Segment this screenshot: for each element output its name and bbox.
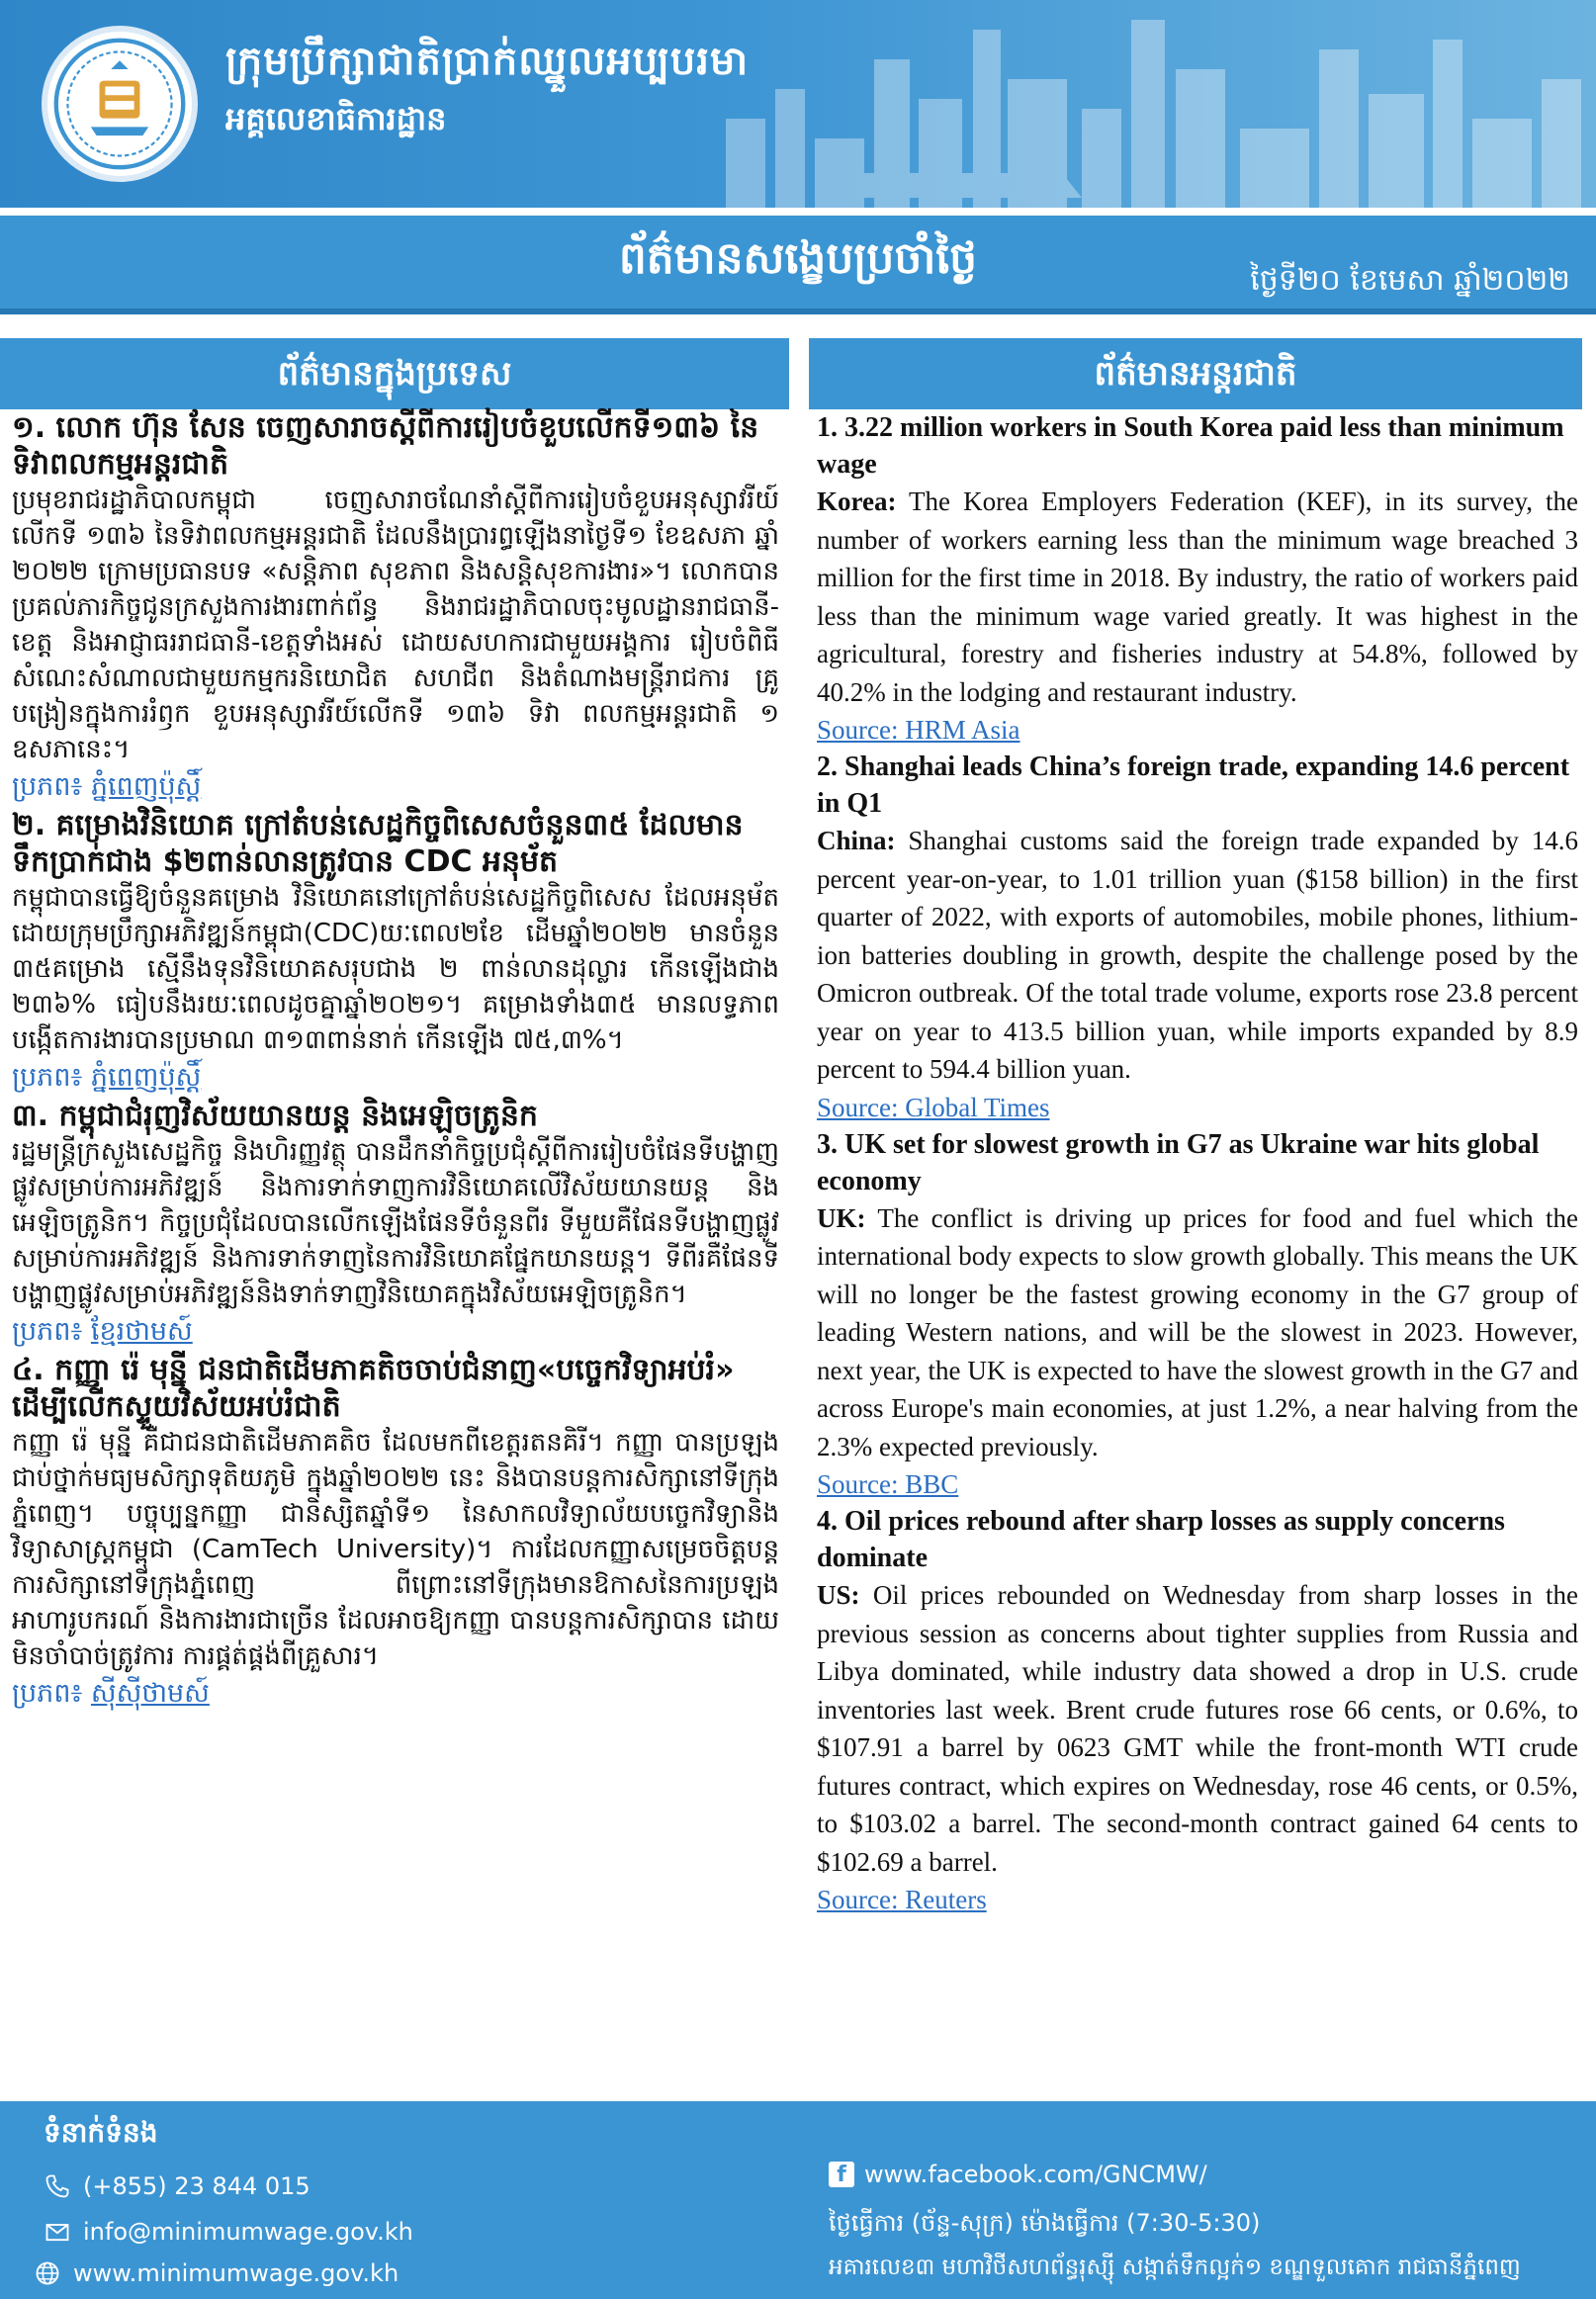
facebook-contact[interactable] [829, 2161, 1207, 2188]
article-title: ៤. កញ្ញា រ៉េ មុន្នី ជនជាតិដើមភាគតិចចាប់ជំនាញ«បច្ចេកវិទ្យាអប់រំ» ដើម្បីលើកស្ទួយវិស័យអប់រំជាតិ [12, 1353, 735, 1424]
article-body: កញ្ញា រ៉េ មុន្នី គឺជាជនជាតិដើមភាគតិច ដែលមកពីខេត្តរតនគិរី។ កញ្ញា បានប្រឡងជាប់ថ្នាក់មធ្យមសិក្សាទុតិយភូមិ ក្នុងឆ្នាំ២០២២ នេះ និងបានបន្តការសិក្សានៅទីក្រុងភ្នំពេញ។ បច្ចុប្បន្នកញ្ញា ជានិស្សិតឆ្នាំទី១ នៃសាកលវិទ្យាល័យបច្ចេកវិទ្យានិងវិទ្យាសាស្ត្រកម្ពុជា (CamTech University)។ ការដែលកញ្ញាសម្រេចចិត្តបន្តការសិក្សានៅទីក្រុងភ្នំពេញ ពីព្រោះនៅទីក្រុងមានឱកាសនៃការប្រឡងអាហារូបករណ៍ និងការងារជាច្រើន ដែលអាចឱ្យកញ្ញា បានបន្តការសិក្សាបាន ដោយមិនចាំបាច់ត្រូវការ ការផ្គត់ផ្គង់ពីគ្រួសារ។ [12, 1428, 779, 1671]
domestic-article [0, 1098, 789, 1352]
article-title: 3. UK set for slowest growth in G7 as Ukraine war hits global economy [817, 1128, 1540, 1196]
phone-contact[interactable] [44, 2172, 310, 2200]
working-hours: ថ្ងៃធ្វើការ (ច័ន្ទ-សុក្រ) ម៉ោងធ្វើការ (7:30-5:30) [829, 2209, 1261, 2237]
article-body [817, 1576, 1578, 1881]
article-title: 1. 3.22 million workers in South Korea paid less than minimum wage [817, 412, 1564, 480]
phone-number: (+855) 23 844 015 [83, 2172, 310, 2200]
article-source [12, 767, 779, 807]
article-source [12, 1674, 779, 1714]
email-address: info@minimumwage.gov.kh [83, 2218, 413, 2246]
office-address: អគារលេខ៣ មហាវិថីសហព័ន្ធរុស្ស៊ី សង្កាត់ទឹកល្អក់១ ខណ្ឌទួលគោក រាជធានីភ្នំពេញ [829, 2255, 1521, 2280]
source-link[interactable]: Source: BBC [817, 1469, 959, 1499]
bulletin-title: ព័ត៌មានសង្ខេបប្រចាំថ្ងៃ [618, 233, 978, 284]
international-article [809, 1503, 1582, 1918]
article-body: ប្រមុខរាជរដ្ឋាភិបាលកម្ពុជា ចេញសារាចណែនាំស្តីពីការរៀបចំខួបអនុស្សាវរីយ៍លើកទី ១៣៦ នៃទិវាពលកម្មអន្តរជាតិ ដែលនឹងប្រារព្ធឡើងនាថ្ងៃទី១ ខែឧសភា ឆ្នាំ ២០២២ ក្រោមប្រធានបទ «សន្តិភាព សុខភាព និងសន្តិសុខការងារ»។ លោកបានប្រគល់ភារកិច្ចជូនក្រសួងការងារពាក់ព័ន្ធ និងរាជរដ្ឋាភិបាលចុះមូលដ្ឋានរាជធានី-ខេត្ត និងអាជ្ញាធររាជធានី-ខេត្តទាំងអស់ ដោយសហការជាមួយអង្គការ រៀបចំពិធីសំណេះសំណាលជាមួយកម្មករនិយោជិត សហជីព និងតំណាងមន្ត្រីរាជការ គ្រូបង្រៀនក្នុងការរំឭក ខួបអនុស្សាវរីយ៍លើកទី ១៣៦ ទិវា ពលកម្មអន្តរជាតិ ១ ឧសភានេះ។ [12, 486, 779, 764]
article-source [12, 1058, 779, 1098]
article-lead: Korea: [817, 486, 897, 516]
city-skyline-graphic [706, 0, 1596, 208]
article-lead: US: [817, 1580, 860, 1610]
article-title: ៣. កម្ពុជាជំរុញវិស័យយានយន្ត និងអេឡិចត្រូនិក [12, 1099, 538, 1133]
domestic-article [0, 1352, 789, 1714]
international-news-heading: ព័ត៌មានអន្តរជាតិ [809, 338, 1582, 409]
article-source [12, 1312, 779, 1352]
facebook-url: www.facebook.com/GNCMW/ [864, 2161, 1207, 2188]
international-news-column [809, 338, 1582, 1918]
source-prefix: ប្រភព៖ [12, 1062, 83, 1093]
domestic-article [0, 807, 789, 1098]
article-lead: UK: [817, 1202, 866, 1233]
article-title: 2. Shanghai leads China’s foreign trade, expanding 14.6 percent in Q1 [817, 752, 1570, 819]
article-text: Oil prices rebounded on Wednesday from sharp losses in the previous session as concerns about tighter supplies from Russia and Libya dominated, while industry data showed a drop in U.S. crude inventories last week. Brent crude futures rose 66 cents, or 0.6%, to $107.91 a barrel by 0623 GMT while the front-month WTI crude futures contract, which expires on Wednesday, rose 46 cents, or 0.5%, to $103.02 a barrel. The second-month contract gained 64 cents to $102.69 a barrel. [817, 1580, 1579, 1877]
source-link[interactable]: Source: Reuters [817, 1885, 987, 1914]
globe-icon [34, 2259, 61, 2287]
article-text: Shanghai customs said the foreign trade expanded by 14.6 percent year-on-year, to 1.01 trillion yuan ($158 billion) in the first quarter of 2022, with exports of automobiles, mobile phones, lithium-ion batteries doubling in growth, despite the challenge posed by the Omicron outbreak. Of the total trade volume, exports rose 23.8 percent year on year to 413.5 billion yuan, while imports expanded by 8.9 percent to 594.4 billion yuan. [817, 826, 1578, 1084]
article-body [817, 1199, 1578, 1466]
article-lead: China: [817, 826, 896, 855]
source-link[interactable]: ភ្នំពេញប៉ុស្ដិ៍ [90, 1062, 202, 1093]
article-title: 4. Oil prices rebound after sharp losses as supply concerns dominate [817, 1506, 1505, 1573]
article-title: ២. គម្រោងវិនិយោគ ក្រៅតំបន់សេដ្ឋកិច្ចពិសេសចំនួន៣៥ ដែលមានទឹកប្រាក់ជាង $២ពាន់លានត្រូវបាន CDC អនុម័ត [12, 808, 744, 879]
bulletin-date: ថ្ងៃទី២០ ខែមេសា ឆ្នាំ២០២២ [1250, 263, 1570, 298]
article-body [817, 822, 1578, 1089]
article-text: The Korea Employers Federation (KEF), in its survey, the number of workers earning less than the minimum wage breached 3 million for the first time in 2018. By industry, the ratio of workers paid less than the minimum wage varied greatly. It was highest in the agricultural, forestry and fisheries industry at 54.8%, followed by 40.2% in the lodging and restaurant industry. [817, 486, 1578, 707]
international-article [809, 1126, 1582, 1504]
organization-title: ក្រុមប្រឹក្សាជាតិប្រាក់ឈ្នួលអប្បបរមា [225, 39, 750, 84]
source-link[interactable]: Source: Global Times [817, 1092, 1050, 1122]
email-contact[interactable] [44, 2218, 413, 2246]
contact-heading: ទំនាក់ទំនង [44, 2116, 158, 2149]
domestic-article [0, 409, 789, 807]
article-text: The conflict is driving up prices for food and fuel which the international body expects to slow growth globally. This means the UK will no longer be the fastest growing economy in the G7 group of leading Western nations, and will be the slowest in 2023. However, next year, the UK is expected to have the slowest growth in the G7 and across Europe's main economies, at just 1.2%, a near halving from the 2.3% expected previously. [817, 1202, 1578, 1461]
website-url: www.minimumwage.gov.kh [73, 2259, 399, 2287]
mail-icon [44, 2218, 71, 2246]
domestic-news-heading: ព័ត៌មានក្នុងប្រទេស [0, 338, 789, 409]
source-link[interactable]: ភ្នំពេញប៉ុស្ដិ៍ [90, 771, 202, 802]
source-link[interactable]: ខ្មែរថាមស៍ [90, 1316, 193, 1347]
article-title: ១. លោក ហ៊ុន សែន ចេញសារាចស្តីពីការរៀបចំខួបលើកទី១៣៦ នៃទិវាពលកម្មអន្តរជាតិ [12, 410, 759, 482]
bulletin-title-band [0, 216, 1596, 314]
source-prefix: ប្រភព៖ [12, 1316, 83, 1347]
domestic-news-column [0, 338, 789, 1714]
organization-subtitle: អគ្គលេខាធិការដ្ឋាន [225, 100, 447, 137]
website-contact[interactable] [34, 2259, 399, 2287]
international-article [809, 409, 1582, 749]
phone-icon [44, 2172, 71, 2200]
international-article [809, 749, 1582, 1126]
logo-emblem [42, 26, 198, 182]
source-prefix: ប្រភព៖ [12, 771, 83, 802]
source-prefix: ប្រភព៖ [12, 1678, 83, 1709]
article-body: រដ្ឋមន្ត្រីក្រសួងសេដ្ឋកិច្ច និងហិរញ្ញវត្ថុ បានដឹកនាំកិច្ចប្រជុំស្តីពីការរៀបចំផែនទីបង្ហាញផ្លូវសម្រាប់ការអភិវឌ្ឍន៍ និងការទាក់ទាញការវិនិយោគលើវិស័យយានយន្ត និងអេឡិចត្រូនិក។ កិច្ចប្រជុំដែលបានលើកឡើងផែនទីចំនួនពីរ ទីមួយគឺផែនទីបង្ហាញផ្លូវ សម្រាប់ការអភិវឌ្ឍន៍ និងការទាក់ទាញនៃការវិនិយោគផ្នែកយានយន្ត។ ទីពីរគឺផែនទីបង្ហាញផ្លូវសម្រាប់អភិវឌ្ឍន៍និងទាក់ទាញវិនិយោគក្នុងវិស័យអេឡិចត្រូនិក។ [12, 1137, 779, 1309]
article-body [817, 483, 1578, 711]
facebook-icon: f [829, 2162, 854, 2187]
footer-contact-bar [0, 2101, 1596, 2299]
source-link[interactable]: ស៊ីស៊ីថាមស៍ [90, 1678, 210, 1709]
source-link[interactable]: Source: HRM Asia [817, 715, 1020, 745]
header-banner [0, 0, 1596, 208]
article-body: កម្ពុជាបានធ្វើឱ្យចំនួនគម្រោង វិនិយោគនៅក្រៅតំបន់សេដ្ឋកិច្ចពិសេស ដែលអនុម័តដោយក្រុមប្រឹក្សាអភិវឌ្ឍន៍កម្ពុជា(CDC)យៈពេល២ខែ ដើមឆ្នាំ២០២២ មានចំនួន ៣៥គម្រោង ស្មើនឹងទុនវិនិយោគសរុបជាង ២ ពាន់លានដុល្លារ កើនឡើងជាង ២៣៦% ធៀបនឹងរយៈពេលដូចគ្នាឆ្នាំ២០២១។ គម្រោងទាំង៣៥ មានលទ្ធភាព បង្កើតការងារបានប្រមាណ ៣១៣ពាន់នាក់ កើនឡើង ៧៥,៣%។ [12, 883, 779, 1055]
